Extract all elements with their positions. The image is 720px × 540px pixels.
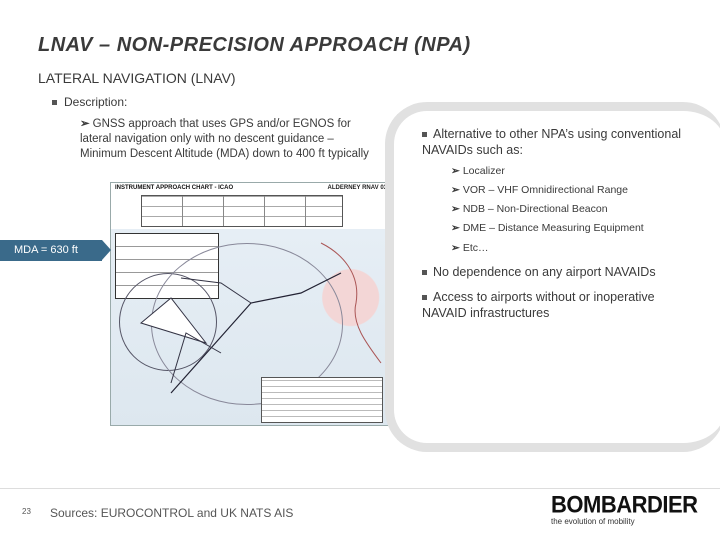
mda-arrow-icon: [102, 240, 111, 260]
sub-item-text: Localizer: [462, 165, 505, 177]
logo-tagline: the evolution of mobility: [551, 517, 635, 526]
sub-item-vor: [451, 184, 628, 196]
arrow-bullet-icon: ➢: [80, 118, 90, 130]
slide-title: LNAV – NON-PRECISION APPROACH (NPA): [38, 34, 471, 56]
right-bullet-text: Access to airports without or inoperative NAVAID infrastructures: [422, 290, 655, 320]
page-number: 23: [22, 507, 31, 516]
sub-item-text: DME – Distance Measuring Equipment: [462, 222, 644, 234]
sub-item-ndb: [451, 203, 608, 215]
right-bullet-1: [422, 126, 702, 158]
description-item: [80, 117, 380, 162]
bullet-square-icon: [52, 100, 57, 105]
arrow-bullet-icon: ➢: [451, 242, 460, 254]
mda-callout: MDA = 630 ft: [0, 240, 102, 261]
chart-heading: INSTRUMENT APPROACH CHART - ICAO: [115, 185, 234, 191]
bullet-square-icon: [422, 132, 427, 137]
right-bullet-2: [422, 264, 712, 280]
sub-item-text: Etc…: [462, 242, 489, 254]
arrow-bullet-icon: ➢: [451, 165, 460, 177]
sub-item-text: NDB – Non-Directional Beacon: [462, 203, 608, 215]
description-bullet: [52, 95, 127, 109]
bombardier-logo: [551, 490, 698, 526]
right-bullet-text: No dependence on any airport NAVAIDs: [433, 265, 656, 279]
arrow-bullet-icon: ➢: [451, 184, 460, 196]
right-bullet-text: Alternative to other NPA’s using conventional NAVAIDs such as:: [422, 127, 682, 157]
chart-airport: ALDERNEY RNAV 03: [327, 185, 387, 191]
arrow-bullet-icon: ➢: [451, 203, 460, 215]
sub-item-dme: [451, 222, 644, 234]
logo-word: BOMBARDIER: [551, 490, 698, 519]
sources-note: Sources: EUROCONTROL and UK NATS AIS: [50, 506, 294, 520]
footer-divider: [0, 488, 720, 489]
sub-item-text: VOR – VHF Omnidirectional Range: [462, 184, 628, 196]
sub-item-etc: [451, 242, 488, 254]
description-text: GNSS approach that uses GPS and/or EGNOS for lateral navigation only with no descent guidance – Minimum Descent Altitude (MDA) down to 400 ft typically: [80, 118, 369, 160]
sub-item-localizer: [451, 165, 505, 177]
bullet-square-icon: [422, 270, 427, 275]
bullet-square-icon: [422, 295, 427, 300]
approach-chart-image: [110, 182, 394, 426]
chart-waypoint-table: [261, 377, 383, 423]
slide-subtitle: LATERAL NAVIGATION (LNAV): [38, 70, 236, 86]
arrow-bullet-icon: ➢: [451, 222, 460, 234]
right-bullet-3: [422, 289, 682, 321]
description-label: Description:: [64, 95, 128, 109]
